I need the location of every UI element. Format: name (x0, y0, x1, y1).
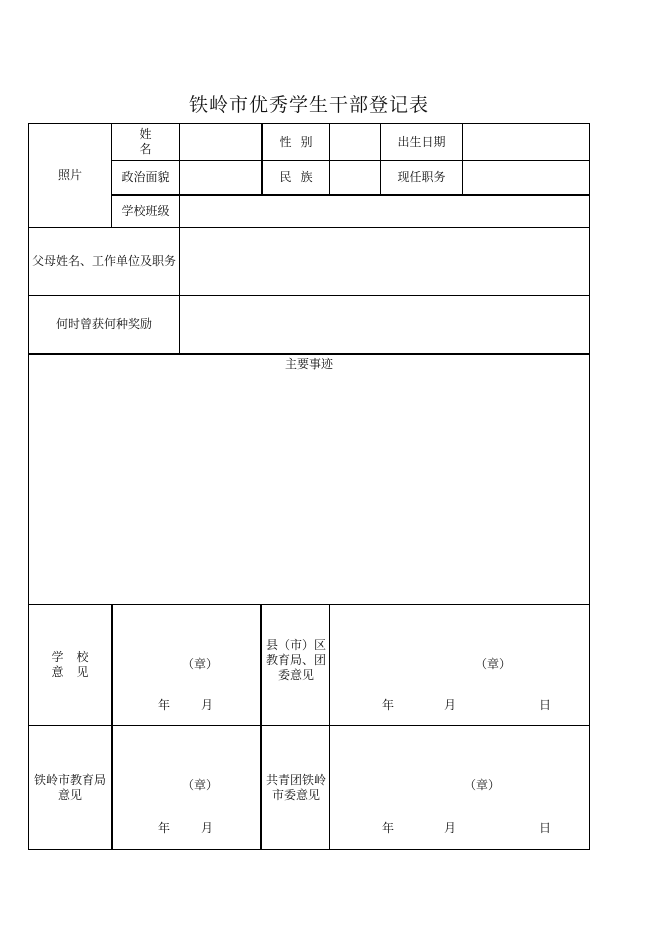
photo-label: 照片 (57, 168, 82, 182)
main-deeds-heading: 主要事迹 (284, 356, 333, 371)
gender-label: 性别 (279, 134, 322, 149)
main-deeds-field[interactable] (29, 374, 589, 603)
political-status-label: 政治面貌 (121, 170, 170, 184)
stamp-mark: （章） (475, 657, 512, 671)
ethnicity-label: 民族 (279, 170, 322, 184)
county-opinion-label: 县（市）区教育局、团委意见 (265, 638, 326, 682)
form-title: 铁岭市优秀学生干部登记表 (188, 94, 429, 116)
year-label: 年 (158, 821, 171, 835)
county-opinion-box[interactable] (330, 605, 589, 725)
awards-label: 何时曾获何种奖励 (55, 317, 152, 331)
birth-date-field[interactable] (463, 124, 589, 160)
day-label: 日 (539, 698, 552, 712)
name-label: 姓名 (139, 127, 172, 156)
parents-info-label: 父母姓名、工作单位及职务 (32, 254, 177, 268)
day-label: 日 (539, 821, 552, 835)
stamp-mark: （章） (182, 657, 219, 671)
stamp-mark: （章） (182, 778, 219, 792)
school-opinion-box[interactable] (113, 605, 260, 725)
city-edu-opinion-label: 铁岭市教育局意见 (33, 772, 106, 802)
month-label: 月 (201, 698, 214, 712)
divider (28, 353, 590, 355)
youth-league-opinion-box[interactable] (330, 726, 589, 849)
awards-field[interactable] (180, 296, 589, 353)
year-label: 年 (382, 821, 395, 835)
month-label: 月 (201, 821, 214, 835)
current-position-label: 现任职务 (397, 170, 446, 184)
political-status-field[interactable] (180, 161, 261, 194)
city-edu-opinion-box[interactable] (113, 726, 260, 849)
birth-date-label: 出生日期 (397, 134, 446, 149)
month-label: 月 (444, 698, 457, 712)
school-class-label: 学校班级 (121, 204, 170, 218)
table-border-right (589, 123, 590, 850)
ethnicity-field[interactable] (330, 161, 380, 194)
year-label: 年 (382, 698, 395, 712)
stamp-mark: （章） (464, 778, 501, 792)
gender-field[interactable] (330, 124, 380, 160)
youth-league-opinion-label: 共青团铁岭市委意见 (265, 772, 326, 802)
parents-info-field[interactable] (180, 228, 589, 295)
month-label: 月 (444, 821, 457, 835)
name-field[interactable] (180, 124, 261, 160)
current-position-field[interactable] (463, 161, 589, 194)
year-label: 年 (158, 698, 171, 712)
divider (260, 604, 262, 850)
school-class-field[interactable] (180, 196, 589, 227)
school-opinion-label: 学校意见 (51, 650, 102, 679)
